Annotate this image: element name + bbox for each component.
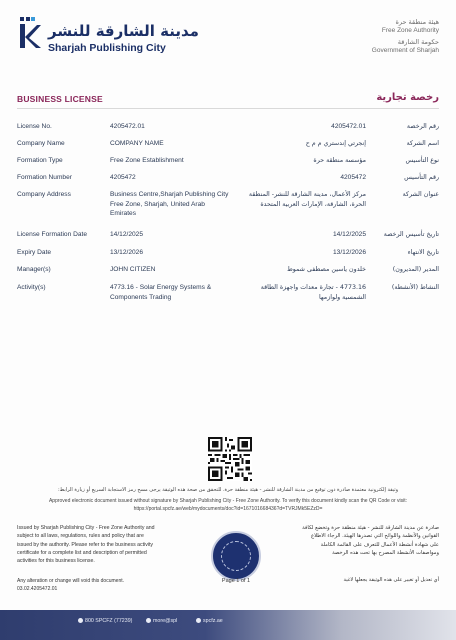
field-label-arabic: عنوان الشركة [402, 191, 439, 198]
document-title-arabic: رخصة تجارية [376, 92, 439, 103]
field-label: Formation Type [17, 157, 63, 164]
authority-english: Free Zone Authority [381, 27, 439, 34]
field-value-arabic: 14/12/2025 [332, 231, 366, 238]
email-contact [146, 618, 177, 624]
field-value-arabic: مركز الأعمال، مدينة الشارقة للنشر- المنطقة الحرة، الشارقة، الإمارات العربية المتحدة [248, 191, 366, 208]
document-title: BUSINESS LICENSE [17, 94, 103, 104]
field-value: 4773.16 - Solar Energy Systems & Components Trading [110, 284, 212, 301]
document-reference: 03.02.4205472.01 [17, 586, 58, 592]
issued-by-note-arabic: صادرة عن مدينة الشارقة للنشر - هيئة منطقة حرة وتخضع لكافة القوانين والأنظمة واللوائح التي تصدرها الهيئة. الرجاء الاطلاع على شهادة أنشطة الأعمال للتعرف على القائمة الكاملة ومواصفات الأنشطة المصرح بها تحت هذه الرخصة [302, 525, 439, 556]
field-value: COMPANY NAME [110, 140, 164, 147]
field-label-arabic: النشاط (الأنشطة) [391, 284, 439, 291]
title-divider [17, 108, 439, 109]
logo-english-text: Sharjah Publishing City [48, 42, 166, 54]
field-value-arabic: إنجرتي إندستري م م ح [305, 140, 366, 147]
phone-icon [78, 618, 83, 623]
field-label: Company Name [17, 140, 65, 147]
field-value: Business Centre,Sharjah Publishing City Free Zone, Sharjah, United Arab Emirates [110, 191, 229, 217]
alteration-warning-arabic: أي تعديل أو تغيير على هذه الوثيقة يجعلها لاغية [343, 577, 439, 583]
email-icon [146, 618, 151, 623]
field-label-arabic: تاريخ الانتهاء [407, 249, 439, 256]
field-label-arabic: تاريخ تأسيس الرخصة [383, 231, 439, 238]
verification-link[interactable]: https://portal.spcfz.ae/web/mydocuments/doc?id=167101668436?d=TVRJMk5EZzD= [133, 506, 323, 512]
qr-code[interactable] [208, 437, 252, 481]
field-label-arabic: رقم الرخصة [406, 123, 439, 130]
phone-contact [78, 618, 132, 624]
globe-icon [196, 618, 201, 623]
field-value-arabic: 13/12/2026 [332, 249, 366, 256]
field-label: Expiry Date [17, 249, 52, 256]
footer-contact-bar [0, 610, 456, 640]
seal-ring [221, 541, 251, 571]
field-label: Company Address [17, 191, 71, 198]
logo-arabic-text: مدينة الشارقة للنشر [48, 22, 199, 40]
field-value: 4205472 [110, 174, 136, 181]
field-label-arabic: المدير (المديرون) [392, 266, 439, 273]
web-text: spcfz.ae [203, 618, 223, 624]
field-label-arabic: نوع التأسيس [405, 157, 439, 164]
field-value: 14/12/2025 [110, 231, 144, 238]
field-value-arabic: خلدون ياسين مصطفى شموط [286, 266, 366, 273]
government-english: Government of Sharjah [371, 47, 439, 54]
approval-note-arabic: وثيقة إلكترونية معتمدة صادرة دون توقيع من مدينة الشارقة للنشر - هيئة منطقة حرة. للتحقق من صحة هذه الوثيقة يرجى مسح رمز الاستجابة السريع أو زيارة الرابط: [57, 487, 399, 493]
web-contact [196, 618, 223, 624]
authority-arabic: هيئة منطقة حرة [395, 18, 439, 26]
field-value: Free Zone Establishment [110, 157, 184, 164]
field-label: Activity(s) [17, 284, 46, 291]
government-arabic: حكومة الشارقة [397, 38, 439, 46]
spc-logo-icon [17, 17, 43, 53]
authority-seal [211, 531, 261, 581]
field-label: License Formation Date [17, 231, 88, 238]
page-number: Page 1 of 1 [221, 578, 251, 584]
field-value-arabic: 4205472 [340, 174, 366, 181]
email-text: more@spl [153, 618, 178, 624]
field-value: 4205472.01 [110, 123, 145, 130]
field-label-arabic: رقم التأسيس [404, 174, 439, 181]
field-label: License No. [17, 123, 52, 130]
field-value: JOHN CITIZEN [110, 266, 156, 273]
field-value: 13/12/2026 [110, 249, 144, 256]
field-value-arabic: 4205472.01 [331, 123, 366, 130]
phone-text: 800 SPCFZ (77239) [85, 618, 133, 624]
field-label-arabic: اسم الشركة [406, 140, 439, 147]
alteration-warning: Any alteration or change will void this document. [17, 578, 125, 584]
approval-note: Approved electronic document issued without signature by Sharjah Publishing City - Free Zone Authority. To verify this document kindly scan the QR Code or visit: [48, 498, 408, 504]
field-value-arabic: مؤسسة منطقة حرة [313, 157, 366, 164]
field-label: Formation Number [17, 174, 72, 181]
field-label: Manager(s) [17, 266, 51, 273]
issued-by-note: Issued by Sharjah Publishing City - Free Zone Authority and subject to all laws, regulations, rules and policy that are issued by the authority. Please refer to the business activity certificate for a complete list and description of permitted activities for this business license. [17, 525, 155, 565]
field-value-arabic: 4773.16 - تجارة معدات واجهزة الطاقة الشمسية ولوازمها [260, 284, 366, 301]
